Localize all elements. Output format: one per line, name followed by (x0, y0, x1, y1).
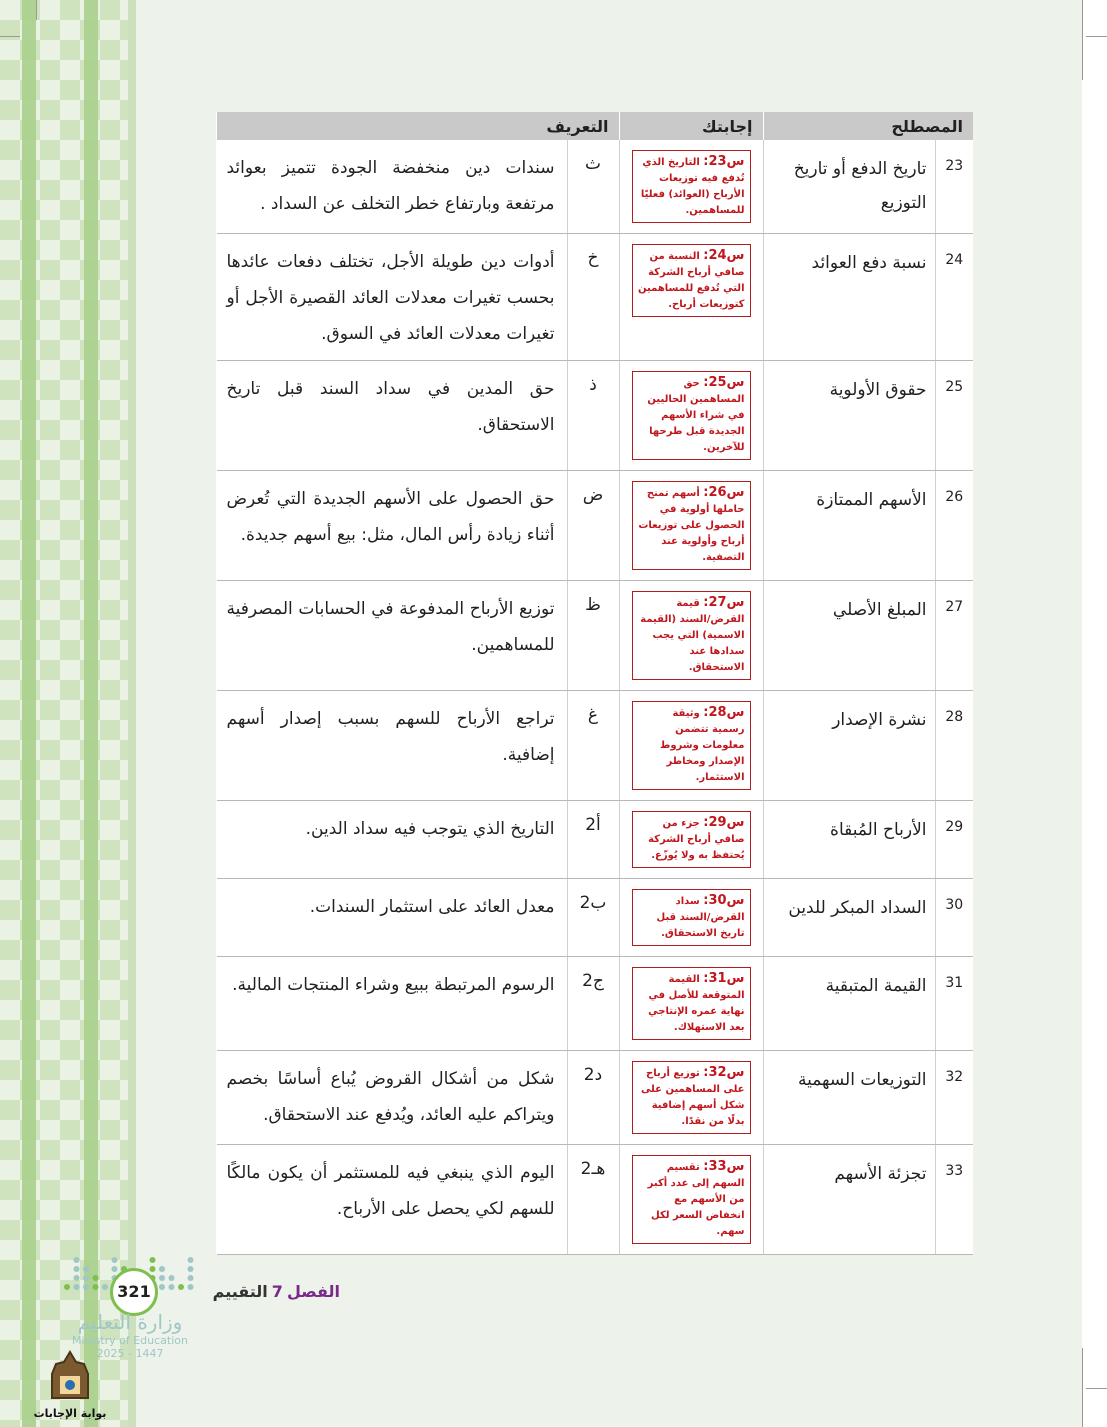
answer-cell (619, 691, 763, 801)
definition-cell: سندات دين منخفضة الجودة تتميز بعوائد مرتفعة وبارتفاع خطر التخلف عن السداد . (217, 140, 568, 234)
table-row (217, 957, 974, 1051)
term-cell: حقوق الأولوية (763, 361, 935, 471)
crop-mark (1082, 1348, 1083, 1427)
row-number: 32 (935, 1051, 973, 1145)
row-number: 30 (935, 879, 973, 957)
answer-text: أسهم تمنح حاملها أولوية في الحصول على توزيعات أرباح وأولوية عند التصفية. (638, 488, 745, 563)
definition-cell: حق المدين في سداد السند قبل تاريخ الاستحقاق. (217, 361, 568, 471)
letter-cell: ض (567, 471, 619, 581)
table-row (217, 801, 974, 879)
letter-cell: خ (567, 234, 619, 361)
row-number: 28 (935, 691, 973, 801)
decorative-stripe (84, 0, 98, 1427)
answer-question-number: س27: (703, 595, 745, 610)
logo-dot (83, 1284, 89, 1290)
ministry-name-en: Ministry of Education (71, 1334, 188, 1347)
term-cell: الأسهم الممتازة (763, 471, 935, 581)
row-number: 25 (935, 361, 973, 471)
letter-cell: ث (567, 140, 619, 234)
table-row (217, 691, 974, 801)
logo-dot (188, 1257, 194, 1263)
definition-cell: أدوات دين طويلة الأجل، تختلف دفعات عائدها بحسب تغيرات معدلات العائد القصيرة الأجل أو تغيرات معدلات العائد في السوق. (217, 234, 568, 361)
decorative-border (0, 0, 140, 1427)
table-row (217, 140, 974, 234)
answer-box (632, 481, 751, 570)
row-number: 33 (935, 1145, 973, 1255)
logo-dot (112, 1257, 118, 1263)
answer-text: سداد القرض/السند قبل تاريخ الاستحقاق. (656, 896, 745, 939)
answer-cell (619, 140, 763, 234)
answer-text: تقسيم السهم إلى عدد أكبر من الأسهم مع انخفاض السعر لكل سهم. (647, 1162, 745, 1237)
crop-mark (1082, 0, 1083, 80)
answer-box (632, 701, 751, 790)
section-title: التقييم (212, 1282, 268, 1301)
logo-dot (74, 1284, 80, 1290)
crop-mark (1086, 36, 1107, 37)
letter-cell: ج2 (567, 957, 619, 1051)
term-cell: تجزئة الأسهم (763, 1145, 935, 1255)
answer-text: وثيقة رسمية تتضمن معلومات وشروط الإصدار ومخاطر الاستثمار. (659, 708, 745, 783)
table-row (217, 1051, 974, 1145)
letter-cell: غ (567, 691, 619, 801)
term-cell: تاريخ الدفع أو تاريخ التوزيع (763, 140, 935, 234)
definition-cell: معدل العائد على استثمار السندات. (217, 879, 568, 957)
logo-dot (74, 1257, 80, 1263)
answer-box (632, 244, 751, 317)
answer-question-number: س30: (703, 893, 745, 908)
answer-box (632, 811, 751, 868)
decorative-stripe (22, 0, 36, 1427)
header-answer: إجابتك (619, 112, 763, 140)
answers-portal-logo (30, 1350, 110, 1420)
letter-cell: ب2 (567, 879, 619, 957)
logo-dot (102, 1284, 108, 1290)
answer-cell (619, 1051, 763, 1145)
row-number: 24 (935, 234, 973, 361)
chapter-number: 7 (271, 1282, 283, 1301)
lantern-icon (40, 1350, 100, 1402)
answer-text: حق المساهمين الحاليين في شراء الأسهم الجديدة قبل طرحها للآخرين. (647, 378, 745, 453)
logo-dot (83, 1266, 89, 1272)
term-cell: القيمة المتبقية (763, 957, 935, 1051)
definition-cell: التاريخ الذي يتوجب فيه سداد الدين. (217, 801, 568, 879)
table-body (217, 140, 974, 1255)
answer-text: القيمة المتوقعة للأصل في نهاية عمره الإنتاجي بعد الاستهلاك. (648, 974, 745, 1033)
logo-dot (93, 1275, 99, 1281)
answer-text: جزء من صافي أرباح الشركة يُحتفظ به ولا يُوزّع. (648, 818, 745, 861)
term-cell: المبلغ الأصلي (763, 581, 935, 691)
letter-cell: ظ (567, 581, 619, 691)
letter-cell: أ2 (567, 801, 619, 879)
term-cell: نشرة الإصدار (763, 691, 935, 801)
term-cell: الأرباح المُبقاة (763, 801, 935, 879)
table-row (217, 234, 974, 361)
answer-question-number: س24: (703, 248, 745, 263)
answer-text: التاريخ الذي تُدفع فيه توزيعات الأرباح (العوائد) فعليًا للمساهمين. (640, 157, 745, 216)
chapter-word: الفصل (286, 1282, 340, 1301)
term-cell: التوزيعات السهمية (763, 1051, 935, 1145)
answer-box (632, 150, 751, 223)
logo-dot (93, 1284, 99, 1290)
row-number: 27 (935, 581, 973, 691)
page-number: 321 (110, 1268, 158, 1316)
answer-cell (619, 581, 763, 691)
logo-dot (74, 1275, 80, 1281)
row-number: 29 (935, 801, 973, 879)
answer-box (632, 1061, 751, 1134)
answer-question-number: س32: (703, 1065, 745, 1080)
answer-cell (619, 1145, 763, 1255)
letter-cell: هـ2 (567, 1145, 619, 1255)
table-row (217, 471, 974, 581)
answer-question-number: س28: (703, 705, 745, 720)
crop-mark (0, 36, 20, 37)
table-row (217, 581, 974, 691)
logo-dot (74, 1266, 80, 1272)
answer-text: قيمة القرض/السند (القيمة الاسمية) التي يجب سدادها عند الاستحقاق. (640, 598, 745, 673)
answer-cell (619, 801, 763, 879)
answer-cell (619, 234, 763, 361)
answer-box (632, 371, 751, 460)
answer-cell (619, 361, 763, 471)
table-row (217, 361, 974, 471)
logo-dot (64, 1284, 70, 1290)
row-number: 26 (935, 471, 973, 581)
answer-box (632, 889, 751, 946)
table-row (217, 879, 974, 957)
table-row (217, 1145, 974, 1255)
definition-cell: حق الحصول على الأسهم الجديدة التي تُعرض أثناء زيادة رأس المال، مثل: بيع أسهم جديدة. (217, 471, 568, 581)
answer-cell (619, 879, 763, 957)
letter-cell: د2 (567, 1051, 619, 1145)
terms-table (216, 112, 973, 1255)
letter-cell: ذ (567, 361, 619, 471)
ministry-name-ar: وزارة التعليم (77, 1310, 183, 1334)
definition-cell: شكل من أشكال القروض يُباع أساسًا بخصم ويتراكم عليه العائد، ويُدفع عند الاستحقاق. (217, 1051, 568, 1145)
answer-question-number: س26: (703, 485, 745, 500)
definition-cell: توزيع الأرباح المدفوعة في الحسابات المصرفية للمساهمين. (217, 581, 568, 691)
definition-cell: تراجع الأرباح للسهم بسبب إصدار أسهم إضافية. (217, 691, 568, 801)
portal-label: بوابة الإجابات (33, 1407, 107, 1420)
definition-cell: الرسوم المرتبطة ببيع وشراء المنتجات المالية. (217, 957, 568, 1051)
header-definition: التعريف (217, 112, 620, 140)
answer-question-number: س33: (703, 1159, 745, 1174)
crop-mark (1086, 1388, 1107, 1389)
answer-question-number: س29: (703, 815, 745, 830)
answer-question-number: س31: (703, 971, 745, 986)
decorative-stripe (128, 0, 136, 1427)
answer-text: النسبة من صافي أرباح الشركة التي تُدفع للمساهمين كتوزيعات أرباح. (638, 251, 745, 310)
answer-box (632, 591, 751, 680)
crop-mark (36, 0, 37, 20)
answer-question-number: س23: (703, 154, 745, 169)
answer-box (632, 1155, 751, 1244)
term-cell: نسبة دفع العوائد (763, 234, 935, 361)
table-header-row (217, 112, 974, 140)
answer-box (632, 967, 751, 1040)
logo-dot (83, 1275, 89, 1281)
row-number: 31 (935, 957, 973, 1051)
header-term: المصطلح (763, 112, 973, 140)
logo-dot (150, 1257, 156, 1263)
ministry-year: 2025 - 1447 (96, 1347, 164, 1360)
answer-cell (619, 471, 763, 581)
row-number: 23 (935, 140, 973, 234)
answer-text: توزيع أرباح على المساهمين على شكل أسهم إضافية بدلًا من نقدًا. (640, 1068, 745, 1127)
chapter-label (213, 1282, 340, 1301)
definition-cell: اليوم الذي ينبغي فيه للمستثمر أن يكون مالكًا للسهم لكي يحصل على الأرباح. (217, 1145, 568, 1255)
answer-cell (619, 957, 763, 1051)
term-cell: السداد المبكر للدين (763, 879, 935, 957)
answer-question-number: س25: (703, 375, 745, 390)
